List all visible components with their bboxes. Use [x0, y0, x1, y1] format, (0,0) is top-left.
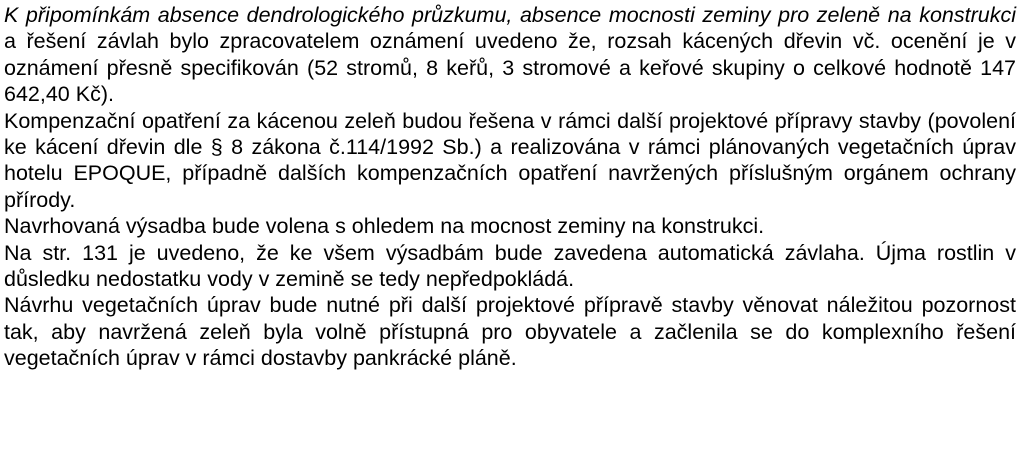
- paragraph-planting-selection: Navrhovaná výsadba bude volena s ohledem na mocnost zeminy na konstrukci.: [4, 214, 765, 239]
- paragraph-compensation-measures: Kompenzační opatření za kácenou zeleň budou řešena v rámci další projektové přípravy stavby (povolení ke kácení dřevin dle § 8 zákona č.114/1992 Sb.) a realizována v rámci plánovaných vegetačních úprav hotelu EPOQUE, případně dalších kompenzačních opatření navržených příslušným orgánem ochrany přírody.: [4, 108, 1016, 212]
- paragraph-vegetation-design: Návrhu vegetačních úprav bude nutné při další projektové přípravě stavby věnovat náležitou pozornost tak, aby navržená zeleň byla volně přístupná pro obyvatele a začlenila se do komplexního řešení vegetačních úprav v rámci dostavby pankrácké pláně.: [4, 293, 1016, 371]
- paragraph-irrigation: Na str. 131 je uvedeno, že ke všem výsadbám bude zavedena automatická závlaha. Újma rostlin v důsledku nedostatku vody v zemině se tedy nepředpokládá.: [4, 240, 1016, 292]
- paragraph-response-text: a řešení závlah bylo zpracovatelem oznámení uvedeno že, rozsah kácených dřevin vč. ocenění je v oznámení přesně specifikován (52 stromů, 8 keřů, 3 stromové a keřové skupiny o celkové hodnotě 147 642,40 Kč).: [4, 29, 1016, 107]
- paragraph-italic-intro: K připomínkám absence dendrologického průzkumu, absence mocnosti zeminy pro zeleně na konstrukci: [4, 3, 1016, 27]
- paragraph-response-comments: [4, 2, 1016, 108]
- document-body: [4, 2, 1016, 372]
